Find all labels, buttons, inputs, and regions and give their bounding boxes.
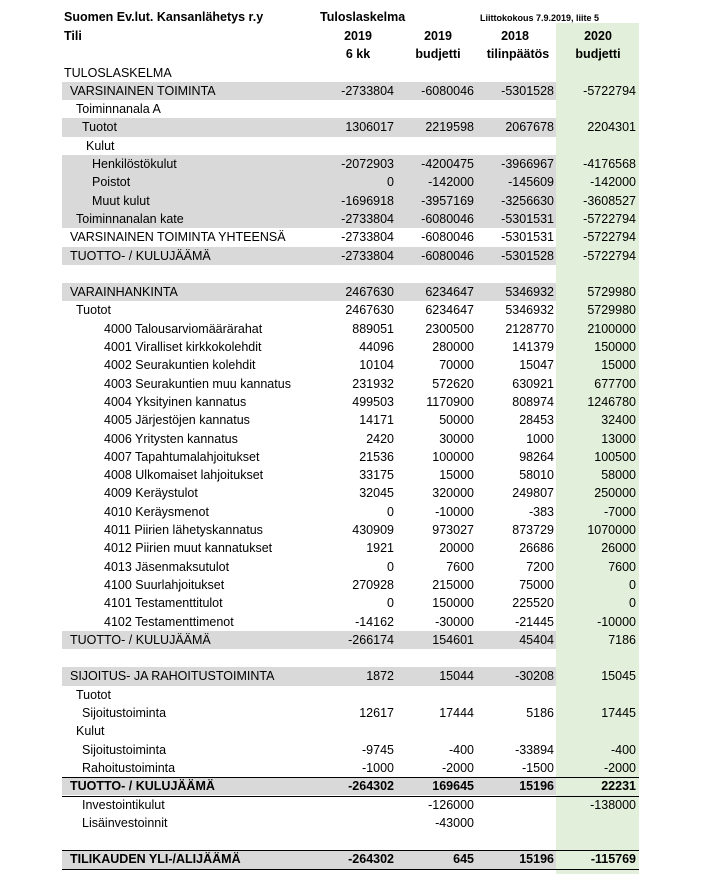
row-value: -9745 <box>362 742 394 757</box>
row-value: 2219598 <box>425 120 474 135</box>
row-value: 572620 <box>432 376 474 391</box>
row-value: -6080046 <box>421 211 474 226</box>
row-value: -5722794 <box>583 211 636 226</box>
row-label: Henkilöstökulut <box>92 157 177 171</box>
row-value: 1921 <box>366 541 394 556</box>
row-label: Tuotot <box>76 303 111 318</box>
row-value: 15000 <box>439 468 474 483</box>
row-value: 1170900 <box>426 394 474 409</box>
row-value: 499503 <box>352 394 394 409</box>
row-value: -1500 <box>522 760 554 775</box>
table-row <box>62 814 639 832</box>
row-value: -33894 <box>515 742 554 757</box>
row-value: -2733804 <box>341 230 394 245</box>
row-value: -400 <box>448 742 474 757</box>
table-row <box>62 777 639 795</box>
table-row <box>62 832 639 850</box>
row-label: 4002 Seurakuntien kolehdit <box>104 358 256 373</box>
table-row <box>62 265 639 283</box>
table-row <box>62 686 639 704</box>
row-value: -5301531 <box>501 230 554 245</box>
row-value: -30000 <box>435 614 474 629</box>
table-row <box>62 192 639 210</box>
row-label: 4001 Viralliset kirkkokolehdit <box>104 340 262 354</box>
col2-sub: budjetti <box>415 47 461 61</box>
row-value: 30000 <box>439 431 474 446</box>
total-rule <box>62 777 639 778</box>
row-value: -14162 <box>355 614 394 629</box>
row-value: -264302 <box>348 852 394 867</box>
row-value: 14171 <box>359 413 394 428</box>
row-label: 4012 Piirien muut kannatukset <box>104 541 273 556</box>
row-value: 0 <box>387 175 394 190</box>
col1-year: 2019 <box>344 29 372 43</box>
table-row <box>62 539 639 557</box>
row-value: 75000 <box>519 577 554 592</box>
row-label: TUOTTO- / KULUJÄÄMÄ <box>70 248 211 263</box>
row-value: 889051 <box>352 321 394 336</box>
row-value: 15047 <box>519 358 554 373</box>
row-value: 32400 <box>601 413 636 428</box>
row-value: -6080046 <box>421 230 474 245</box>
row-value: 2100000 <box>587 321 636 336</box>
row-value: 1000 <box>526 431 554 446</box>
row-value: 100000 <box>432 449 474 464</box>
table-row <box>62 375 639 393</box>
row-value: -2733804 <box>341 248 394 263</box>
row-value: 2204301 <box>587 120 636 135</box>
row-label: Kulut <box>86 138 115 153</box>
row-value: -43000 <box>435 815 474 830</box>
row-value: -3966967 <box>501 157 554 171</box>
row-value: -5722794 <box>583 248 636 263</box>
row-value: 44096 <box>359 340 394 354</box>
row-value: 2300500 <box>425 321 474 336</box>
row-label: Investointikulut <box>82 797 165 812</box>
col3-sub: tilinpäätös <box>486 47 550 61</box>
row-value: 150000 <box>432 596 474 611</box>
row-value: -7000 <box>604 504 636 519</box>
total-rule <box>62 869 639 870</box>
row-value: -30208 <box>515 669 554 684</box>
row-value: 0 <box>387 596 394 611</box>
row-value: 15000 <box>601 358 636 373</box>
table-row <box>62 301 639 319</box>
row-label: Rahoitustoiminta <box>82 760 176 775</box>
table-row <box>62 137 639 155</box>
row-value: 6234647 <box>425 285 474 300</box>
table-row <box>62 173 639 191</box>
row-label: TILIKAUDEN YLI-/ALIJÄÄMÄ <box>70 852 241 867</box>
table-row <box>62 466 639 484</box>
table-row <box>62 356 639 374</box>
row-value: 98264 <box>519 449 554 464</box>
row-label: Lisäinvestoinnit <box>82 815 168 830</box>
row-value: -2733804 <box>341 211 394 226</box>
row-value: 13000 <box>601 431 636 446</box>
row-label: 4101 Testamenttitulot <box>104 596 223 611</box>
row-label: TUOTTO- / KULUJÄÄMÄ <box>70 632 211 647</box>
row-label: SIJOITUS- JA RAHOITUSTOIMINTA <box>70 669 275 684</box>
table-row <box>62 100 639 118</box>
row-value: 26000 <box>601 541 636 556</box>
row-label: 4009 Keräystulot <box>104 486 198 501</box>
table-row <box>62 283 639 301</box>
row-value: 0 <box>629 596 636 611</box>
row-value: -1000 <box>362 760 394 775</box>
row-value: 2128770 <box>505 321 554 336</box>
row-value: 5729980 <box>587 285 636 300</box>
row-value: 2467630 <box>345 285 394 300</box>
row-value: -383 <box>528 504 554 519</box>
row-value: 15196 <box>519 852 554 867</box>
row-label: Sijoitustoiminta <box>82 706 167 720</box>
table-row <box>62 576 639 594</box>
row-label: 4005 Järjestöjen kannatus <box>104 413 250 428</box>
row-label: VARAINHANKINTA <box>70 285 178 300</box>
row-label: 4004 Yksityinen kannatus <box>104 394 247 409</box>
row-value: 677700 <box>594 376 636 391</box>
row-value: 154601 <box>432 632 474 647</box>
table-row <box>62 631 639 649</box>
row-value: -115769 <box>590 852 636 867</box>
row-value: 225520 <box>512 596 554 611</box>
table-row <box>62 430 639 448</box>
row-value: -21445 <box>515 614 554 629</box>
row-value: -142000 <box>428 175 474 190</box>
table-row <box>62 155 639 173</box>
table-row <box>62 320 639 338</box>
row-value: 270928 <box>352 577 394 592</box>
row-value: 250000 <box>594 486 636 501</box>
organization-name: Suomen Ev.lut. Kansanlähetys r.y <box>64 10 264 24</box>
row-value: 1872 <box>366 669 394 684</box>
row-value: -6080046 <box>421 248 474 263</box>
row-value: 5729980 <box>587 303 636 318</box>
row-value: 0 <box>387 504 394 519</box>
row-value: 7186 <box>608 632 636 647</box>
row-value: 70000 <box>439 358 474 373</box>
row-value: 630921 <box>512 376 554 391</box>
row-label: 4102 Testamenttimenot <box>104 614 234 629</box>
table-row <box>62 64 639 82</box>
row-value: 58010 <box>519 468 554 483</box>
row-value: 17445 <box>601 706 636 720</box>
row-value: 249807 <box>512 486 554 501</box>
table-row <box>62 796 639 814</box>
row-label: 4007 Tapahtumalahjoitukset <box>104 449 260 464</box>
meeting-note: Liittokokous 7.9.2019, liite 5 <box>480 13 600 23</box>
row-value: -4200475 <box>421 157 474 171</box>
row-value: -1696918 <box>341 193 394 208</box>
table-row <box>62 503 639 521</box>
row-value: -3608527 <box>583 193 636 208</box>
row-value: 58000 <box>601 468 636 483</box>
total-rule <box>62 850 639 851</box>
row-value: 26686 <box>519 541 554 556</box>
row-value: -10000 <box>435 504 474 519</box>
col4-sub: budjetti <box>575 47 621 61</box>
row-value: -126000 <box>428 797 474 812</box>
row-value: 150000 <box>594 340 636 354</box>
row-label: Toiminnanala A <box>76 102 161 117</box>
row-label: Tuotot <box>76 687 111 702</box>
row-value: 45404 <box>519 632 554 647</box>
row-label: Toiminnanalan kate <box>76 211 184 226</box>
table-row <box>62 613 639 631</box>
row-value: -2072903 <box>341 157 394 171</box>
table-row <box>62 704 639 722</box>
row-value: 33175 <box>359 468 394 483</box>
table-row <box>62 649 639 667</box>
row-label: Muut kulut <box>92 193 150 208</box>
row-value: -6080046 <box>421 83 474 98</box>
row-label: TULOSLASKELMA <box>64 65 172 80</box>
table-row <box>62 484 639 502</box>
row-label: Sijoitustoiminta <box>82 742 167 757</box>
row-value: 280000 <box>432 340 474 354</box>
row-value: 20000 <box>439 541 474 556</box>
row-value: -5722794 <box>583 83 636 98</box>
table-row <box>62 850 639 868</box>
table-row <box>62 741 639 759</box>
row-value: 50000 <box>439 413 474 428</box>
row-value: -2733804 <box>341 83 394 98</box>
table-row <box>62 393 639 411</box>
table-row <box>62 558 639 576</box>
row-value: 1070000 <box>587 523 636 537</box>
col4-year: 2020 <box>584 29 612 43</box>
row-label: 4000 Talousarviomäärärahat <box>104 321 263 336</box>
row-value: 22231 <box>601 779 636 794</box>
table-row <box>62 82 639 100</box>
table-row <box>62 338 639 356</box>
table-row <box>62 411 639 429</box>
col3-year: 2018 <box>501 29 529 43</box>
row-label: Kulut <box>76 724 105 739</box>
row-value: 169645 <box>432 779 474 794</box>
row-label: 4008 Ulkomaiset lahjoitukset <box>104 468 264 483</box>
row-value: -5722794 <box>583 230 636 245</box>
row-value: -264302 <box>348 779 394 794</box>
row-value: 430909 <box>352 523 394 537</box>
row-value: 28453 <box>519 413 554 428</box>
row-label: Poistot <box>92 175 131 190</box>
row-label: Tuotot <box>82 120 117 135</box>
row-value: 873729 <box>512 523 554 537</box>
row-value: 5346932 <box>505 303 554 318</box>
row-value: 5346932 <box>505 285 554 300</box>
row-value: 2420 <box>366 431 394 446</box>
row-label: TUOTTO- / KULUJÄÄMÄ <box>70 779 215 794</box>
document-title: Tuloslaskelma <box>320 10 406 24</box>
row-label: VARSINAINEN TOIMINTA <box>70 83 216 98</box>
table-row <box>62 521 639 539</box>
row-value: 12617 <box>359 706 394 720</box>
col2-year: 2019 <box>424 29 452 43</box>
row-value: 141379 <box>512 340 554 354</box>
row-value: 973027 <box>432 523 474 537</box>
table-row <box>62 759 639 777</box>
row-value: -400 <box>610 742 636 757</box>
row-label: 4011 Piirien lähetyskannatus <box>104 523 263 537</box>
row-label: 4010 Keräysmenot <box>104 504 209 519</box>
row-value: -145609 <box>508 175 554 190</box>
table-row <box>62 118 639 136</box>
row-value: -2000 <box>442 760 474 775</box>
row-value: 32045 <box>359 486 394 501</box>
row-value: 320000 <box>432 486 474 501</box>
table-row <box>62 247 639 265</box>
table-row <box>62 722 639 740</box>
row-label: 4006 Yritysten kannatus <box>104 431 238 446</box>
row-value: 215000 <box>432 577 474 592</box>
row-value: 0 <box>629 577 636 592</box>
row-value: -4176568 <box>583 157 636 171</box>
row-value: 17444 <box>439 706 474 720</box>
row-value: 645 <box>453 852 474 867</box>
row-value: 100500 <box>594 449 636 464</box>
row-value: -5301531 <box>501 211 554 226</box>
row-value: -5301528 <box>501 248 554 263</box>
row-value: 0 <box>387 559 394 574</box>
table-row <box>62 228 639 246</box>
row-value: 21536 <box>359 449 394 464</box>
row-value: 15196 <box>519 779 554 794</box>
col1-sub: 6 kk <box>345 47 371 61</box>
row-value: 7200 <box>526 559 554 574</box>
row-value: -3957169 <box>421 193 474 208</box>
table-row <box>62 210 639 228</box>
row-value: -266174 <box>348 632 394 647</box>
row-value: 10104 <box>359 358 394 373</box>
table-row <box>62 448 639 466</box>
row-value: 1246780 <box>587 394 636 409</box>
row-value: -2000 <box>604 760 636 775</box>
table-row <box>62 594 639 612</box>
row-value: 15044 <box>439 669 474 684</box>
row-value: 2067678 <box>505 120 554 135</box>
row-value: 2467630 <box>345 303 394 318</box>
row-value: 15045 <box>601 669 636 684</box>
account-column-label: Tili <box>64 29 82 43</box>
row-label: 4013 Jäsenmaksutulot <box>104 559 230 574</box>
row-value: 231932 <box>352 376 394 391</box>
row-value: -3256630 <box>501 193 554 208</box>
row-value: -5301528 <box>501 83 554 98</box>
row-value: 808974 <box>512 394 554 409</box>
row-value: 6234647 <box>425 303 474 318</box>
row-label: 4100 Suurlahjoitukset <box>104 577 225 592</box>
table-row <box>62 667 639 685</box>
row-value: -138000 <box>590 797 636 812</box>
row-value: 5186 <box>526 706 554 720</box>
row-value: 7600 <box>446 559 474 574</box>
row-label: VARSINAINEN TOIMINTA YHTEENSÄ <box>70 230 286 245</box>
row-value: 7600 <box>608 559 636 574</box>
row-value: -10000 <box>597 614 636 629</box>
row-value: -142000 <box>590 175 636 190</box>
row-label: 4003 Seurakuntien muu kannatus <box>104 376 291 391</box>
row-value: 1306017 <box>345 120 394 135</box>
